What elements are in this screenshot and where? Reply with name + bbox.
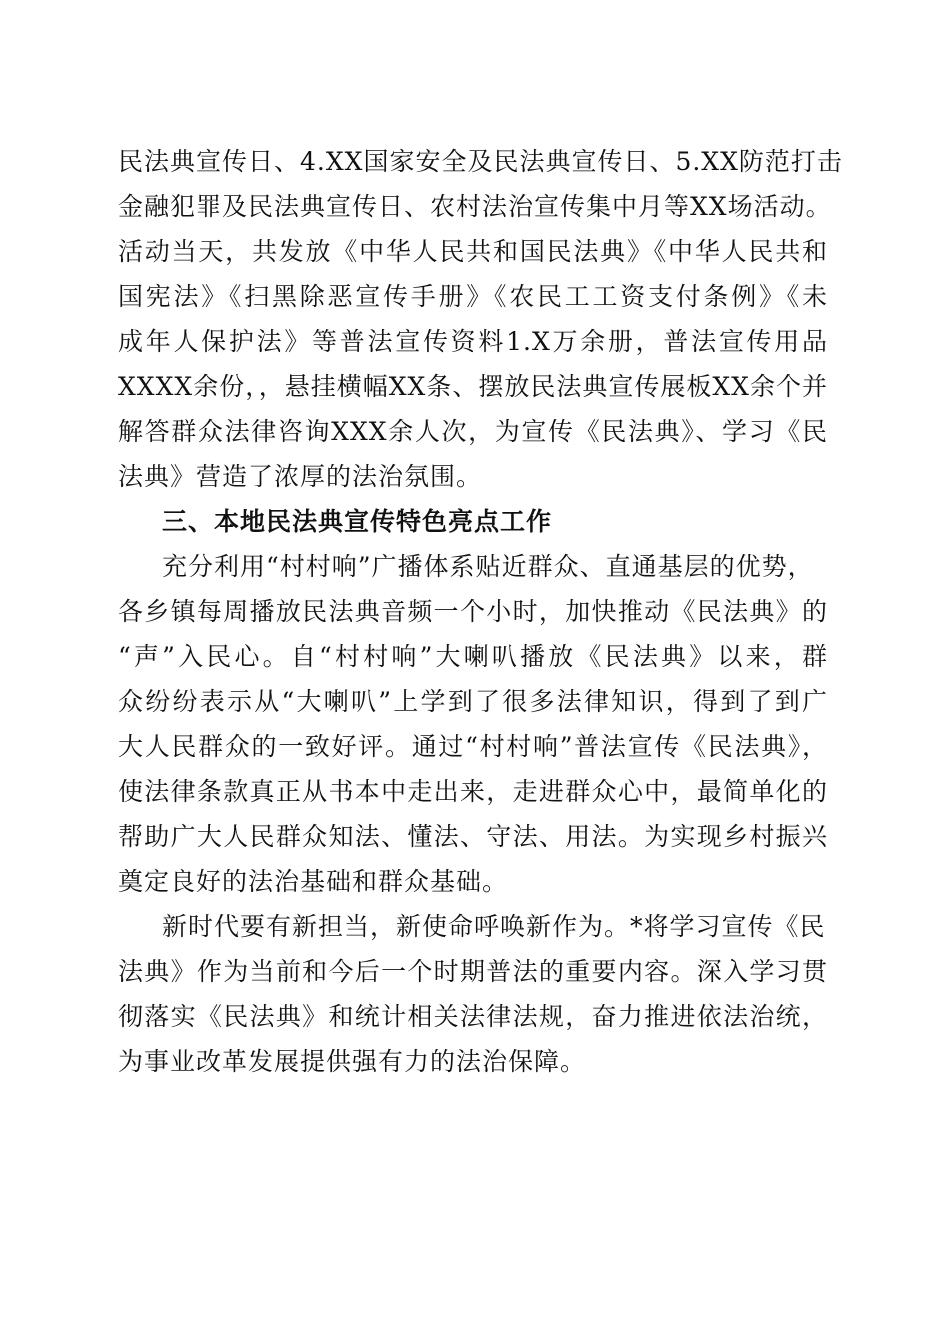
paragraph-2-line-5: 大人民群众的一致好评。通过“村村响”普法宣传《民法典》， xyxy=(118,732,828,761)
paragraph-1-line-4: 国宪法》《扫黑除恶宣传手册》《农民工工资支付条例》《未 xyxy=(118,282,828,311)
paragraph-3-line-3: 彻落实《民法典》和统计相关法律法规，奋力推进依法治统， xyxy=(118,1002,828,1031)
paragraph-3-line-1: 新时代要有新担当，新使命呼唤新作为。*将学习宣传《民 xyxy=(162,912,826,941)
paragraph-2-line-1: 充分利用“村村响”广播体系贴近群众、直通基层的优势， xyxy=(162,552,814,581)
section-heading: 三、本地民法典宣传特色亮点工作 xyxy=(162,507,553,536)
paragraph-2-line-8: 奠定良好的法治基础和群众基础。 xyxy=(118,867,509,896)
paragraph-3-line-4: 为事业改革发展提供强有力的法治保障。 xyxy=(118,1047,587,1076)
paragraph-2-line-7: 帮助广大人民群众知法、懂法、守法、用法。为实现乡村振兴 xyxy=(118,822,828,851)
paragraph-2-line-3: “声”入民心。自“村村响”大喇叭播放《民法典》以来，群 xyxy=(118,642,828,671)
paragraph-1-line-7: 解答群众法律咨询XXX余人次，为宣传《民法典》、学习《民 xyxy=(118,417,828,446)
paragraph-1-line-3: 活动当天，共发放《中华人民共和国民法典》《中华人民共和 xyxy=(118,237,828,266)
paragraph-2-line-6: 使法律条款真正从书本中走出来，走进群众心中，最简单化的 xyxy=(118,777,828,806)
paragraph-2-line-2: 各乡镇每周播放民法典音频一个小时，加快推动《民法典》的 xyxy=(118,597,828,626)
paragraph-2-line-4: 众纷纷表示从“大喇叭”上学到了很多法律知识，得到了到广 xyxy=(118,687,828,716)
paragraph-1-line-8: 法典》营造了浓厚的法治氛围。 xyxy=(118,462,483,491)
paragraph-1-line-1: 民法典宣传日、4.XX国家安全及民法典宣传日、5.XX防范打击 xyxy=(118,147,843,176)
paragraph-1-line-6: XXXX余份，，悬挂横幅XX条、摆放民法典宣传展板XX余个并 xyxy=(118,372,828,401)
paragraph-1-line-5: 成年人保护法》等普法宣传资料1.X万余册，普法宣传用品 xyxy=(118,327,828,356)
paragraph-1-line-2: 金融犯罪及民法典宣传日、农村法治宣传集中月等XX场活动。 xyxy=(118,192,832,221)
paragraph-3-line-2: 法典》作为当前和今后一个时期普法的重要内容。深入学习贯 xyxy=(118,957,828,986)
